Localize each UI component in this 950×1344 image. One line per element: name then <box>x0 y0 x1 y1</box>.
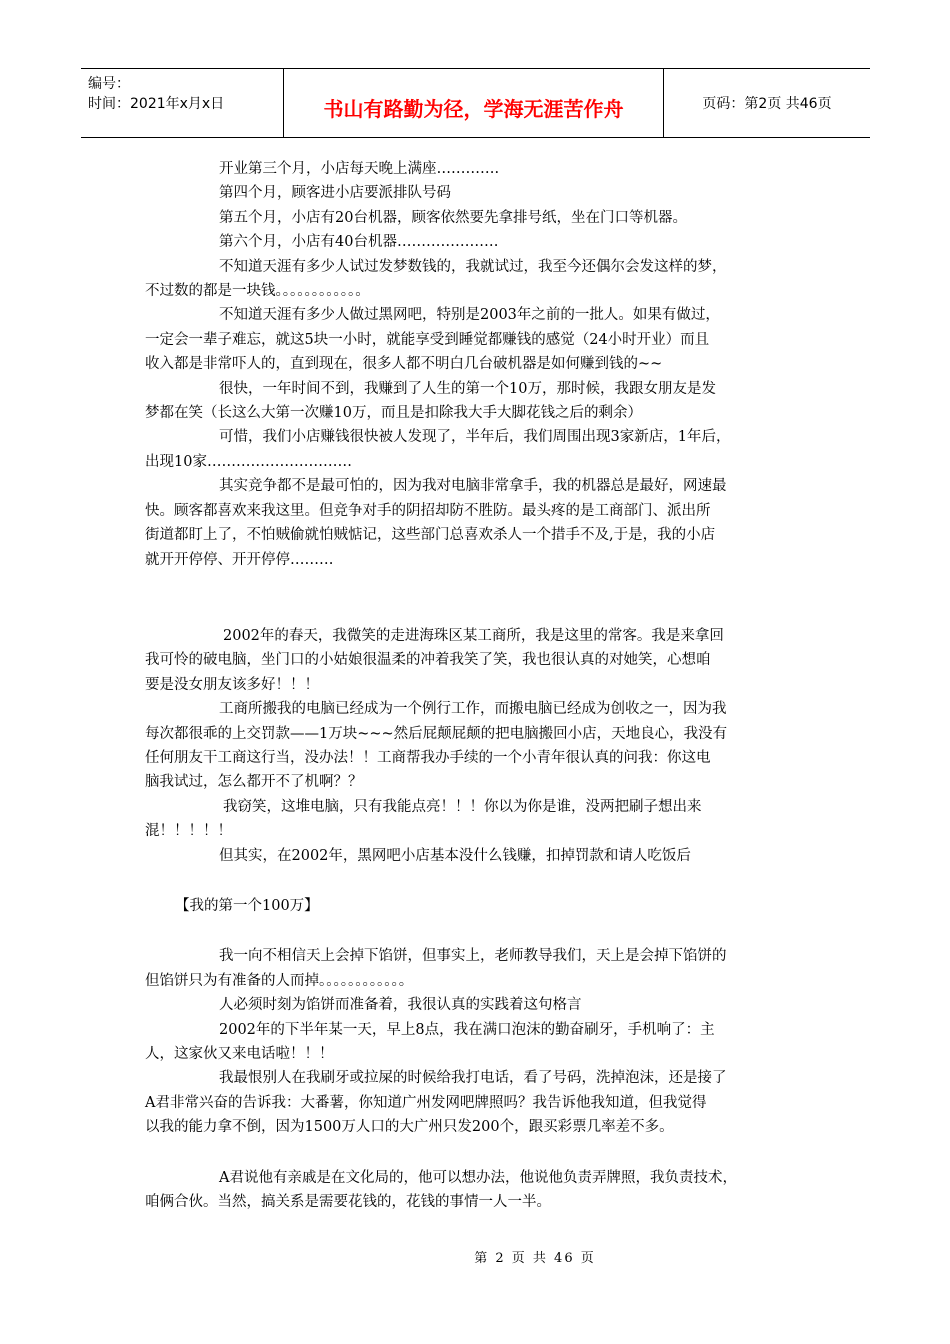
paragraph-line: 以我的能力拿不倒，因为1500万人口的大广州只发200个，跟买彩票几率差不多。 <box>145 1119 674 1136</box>
blank-gap <box>145 1140 810 1166</box>
blank-gap <box>145 572 810 624</box>
paragraph-line: A君非常兴奋的告诉我：大番薯，你知道广州发网吧牌照吗？我告诉他我知道，但我觉得 <box>145 1094 707 1111</box>
paragraph-line: 2002年的春天，我微笑的走进海珠区某工商所，我是这里的常客。我是来拿回 <box>223 627 724 644</box>
motto-text: 书山有路勤为径，学海无涯苦作舟 <box>323 97 624 121</box>
paragraph-line: 很快，一年时间不到，我赚到了人生的第一个10万，那时候，我跟女朋友是发 <box>219 380 716 397</box>
paragraph-line: 任何朋友干工商这行当，没办法！！工商帮我办手续的一个小青年很认真的问我：你这电 <box>145 749 711 766</box>
paragraph-line: 出现10家………………………… <box>145 453 352 470</box>
paragraph-line: 但馅饼只为有准备的人而掉。。。。。。。。。。。。 <box>145 972 414 989</box>
date-label: 时间：2021年x月x日 <box>88 96 225 112</box>
paragraph-line: 开业第三个月，小店每天晚上满座…………. <box>219 161 500 177</box>
paragraph-line: 不知道天涯有多少人试过发梦数钱的，我就试过，我至今还偶尔会发这样的梦， <box>219 258 727 275</box>
paragraph-line: 我可怜的破电脑，坐门口的小姑娘很温柔的冲着我笑了笑，我也很认真的对她笑，心想咱 <box>145 652 711 669</box>
paragraph-line: 第四个月，顾客进小店要派排队号码 <box>219 185 451 202</box>
paragraph-line: 咱俩合伙。当然，搞关系是需要花钱的，花钱的事情一人一半。 <box>145 1194 551 1211</box>
paragraph-line: 我窃笑，这堆电脑，只有我能点亮！！！你以为你是谁，没两把刷子想出来 <box>223 798 702 815</box>
paragraph-line: 我一向不相信天上会掉下馅饼，但事实上，老师教导我们，天上是会掉下馅饼的 <box>219 948 727 965</box>
paragraph-line: 人，这家伙又来电话啦！！！ <box>145 1046 334 1062</box>
page-footer: 第 2 页 共 46 页 <box>474 1251 596 1266</box>
paragraph-line: 不知道天涯有多少人做过黑网吧，特别是2003年之前的一批人。如果有做过， <box>219 307 720 324</box>
paragraph-line: 第六个月，小店有40台机器………………… <box>219 234 499 251</box>
paragraph-line: 可惜，我们小店赚钱很快被人发现了，半年后，我们周围出现3家新店，1年后， <box>219 429 731 446</box>
header-info-cell <box>81 69 284 137</box>
header-motto-cell <box>284 69 664 137</box>
paragraph-line: 工商所搬我的电脑已经成为一个例行工作，而搬电脑已经成为创收之一，因为我 <box>219 701 727 718</box>
paragraph-line: 一定会一辈子难忘，就这5块一小时，就能享受到睡觉都赚钱的感觉（24小时开业）而且 <box>145 331 710 348</box>
paragraph-line: A君说他有亲戚是在文化局的，他可以想办法，他说他负责弄牌照，我负责技术， <box>219 1169 737 1186</box>
paragraph-line: 快。顾客都喜欢来我这里。但竞争对手的阴招却防不胜防。最头疼的是工商部门、派出所 <box>145 502 711 519</box>
paragraph-line: 每次都很乖的上交罚款——1万块~~~然后屁颠屁颠的把电脑搬回小店，天地良心，我没有 <box>145 725 728 742</box>
paragraph-line: 2002年的下半年某一天，早上8点，我在满口泡沫的勤奋刷牙，手机响了：主 <box>219 1021 715 1038</box>
paragraph-line: 要是没女朋友该多好！！！ <box>145 676 319 693</box>
paragraph-line: 街道都盯上了，不怕贼偷就怕贼惦记，这些部门总喜欢杀人一个措手不及,于是，我的小店 <box>145 527 716 544</box>
document-body <box>145 157 810 1214</box>
document-header <box>81 68 870 138</box>
paragraph-line: 其实竞争都不是最可怕的，因为我对电脑非常拿手，我的机器总是最好，网速最 <box>219 478 727 495</box>
paragraph-line: 脑我试过，怎么都开不了机啊？？ <box>145 774 363 791</box>
paragraph-line: 收入都是非常吓人的，直到现在，很多人都不明白几台破机器是如何赚到钱的~~ <box>145 356 663 373</box>
blank-gap <box>145 868 810 894</box>
paragraph-line: 梦都在笑（长这么大第一次赚10万，而且是扣除我大手大脚花钱之后的剩余） <box>145 405 642 422</box>
blank-gap <box>145 918 810 944</box>
paragraph-line: 第五个月，小店有20台机器，顾客依然要先拿排号纸，坐在门口等机器。 <box>219 209 687 226</box>
page-info: 页码：第2页 共46页 <box>702 96 832 112</box>
paragraph-line: 但其实，在2002年，黑网吧小店基本没什么钱赚，扣掉罚款和请人吃饭后 <box>219 847 691 864</box>
paragraph-line: 不过数的都是一块钱。。。。。。。。。。。。 <box>145 283 370 300</box>
paragraph-line: 人必须时刻为馅饼而准备着，我很认真的实践着这句格言 <box>219 997 582 1014</box>
section-heading: 【我的第一个100万】 <box>175 897 319 914</box>
header-page-cell <box>664 69 870 137</box>
paragraph-line: 混！！！！！ <box>145 823 232 840</box>
paragraph-line: 就开开停停、开开停停……… <box>145 551 334 568</box>
number-label: 编号： <box>88 76 130 92</box>
paragraph-line: 我最恨别人在我刷牙或拉屎的时候给我打电话，看了号码，洗掉泡沫，还是接了 <box>219 1070 727 1087</box>
